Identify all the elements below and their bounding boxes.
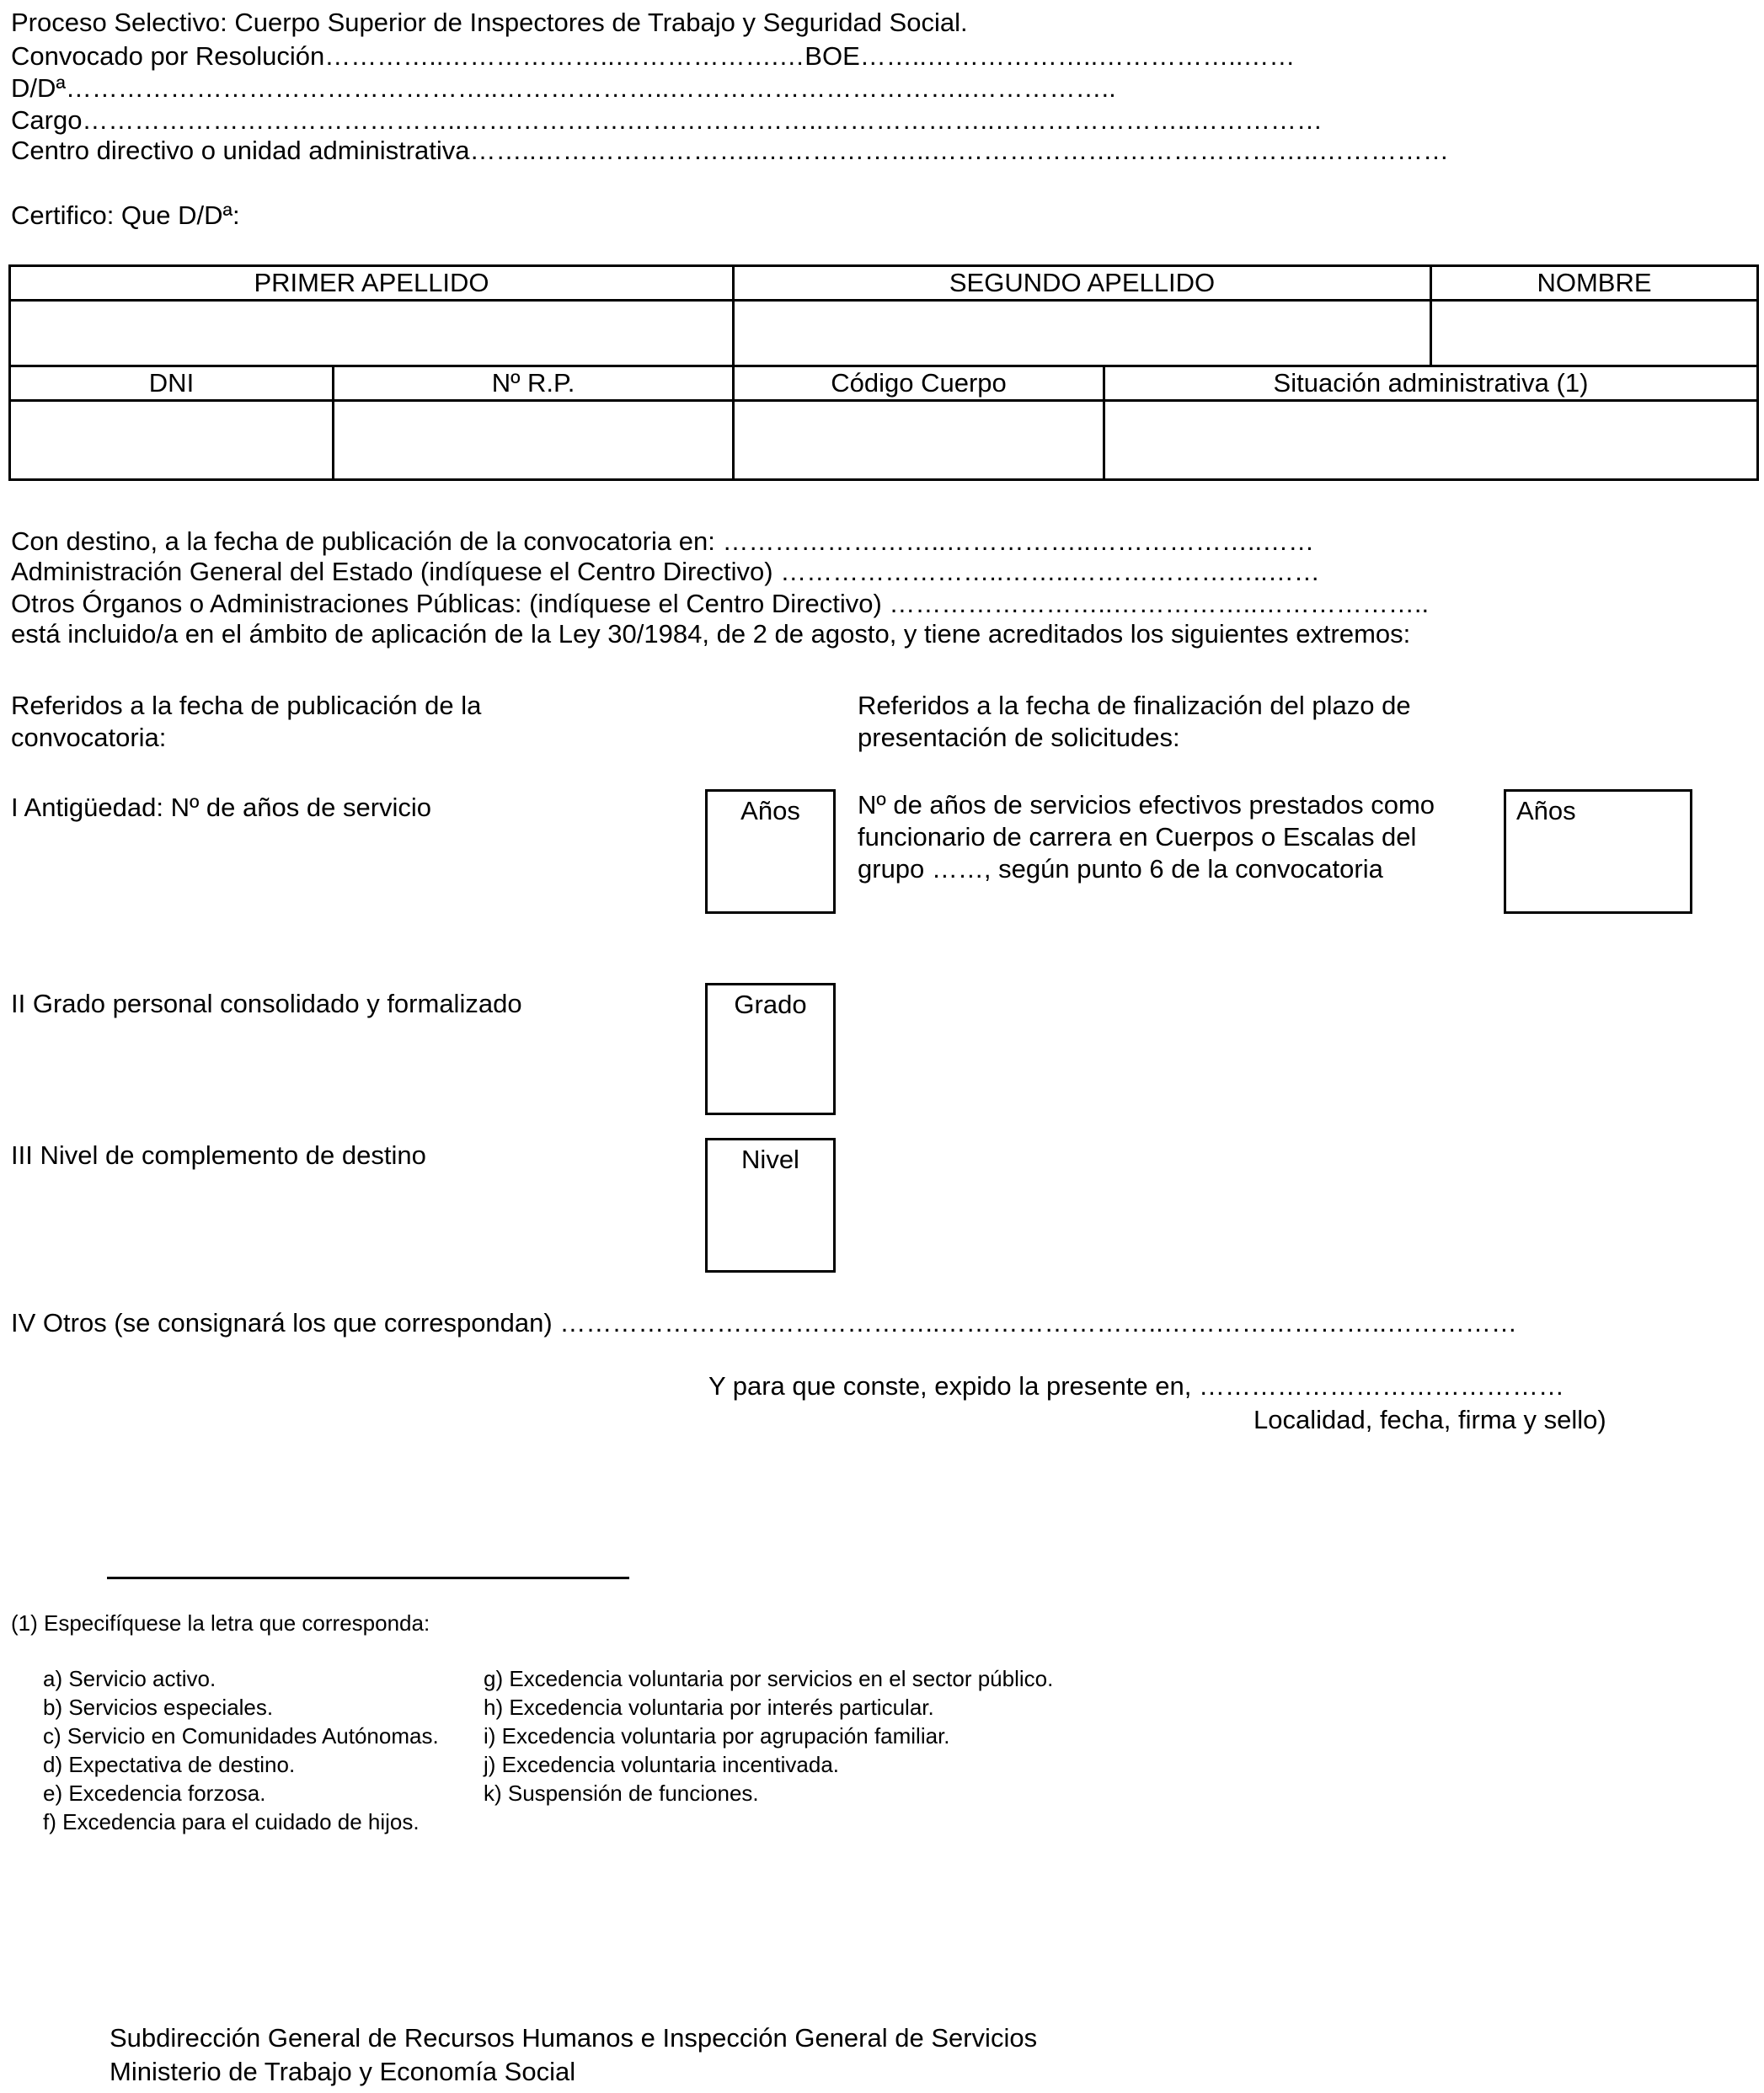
cell-segundo-apellido[interactable] — [734, 300, 1431, 366]
referidos-left-line2: convocatoria: — [11, 723, 167, 752]
footnote-rule — [107, 1577, 629, 1579]
cell-codigo-cuerpo[interactable] — [734, 400, 1104, 479]
legend-item: a) Servicio activo. — [43, 1666, 216, 1691]
servicios-line3: grupo ……, según punto 6 de la convocatoria — [858, 854, 1383, 884]
personal-data-table — [8, 264, 1759, 481]
antiguedad-label: I Antigüedad: Nº de años de servicio — [11, 793, 432, 822]
legend-item: c) Servicio en Comunidades Autónomas. — [43, 1723, 439, 1749]
header-nombre: NOMBRE — [1431, 266, 1758, 301]
referidos-finalizacion — [858, 690, 1411, 754]
legend-item: k) Suspensión de funciones. — [484, 1781, 759, 1806]
footer-ministerio: Ministerio de Trabajo y Economía Social — [110, 2057, 576, 2086]
legend-item: f) Excedencia para el cuidado de hijos. — [43, 1809, 420, 1834]
referidos-publicacion — [11, 690, 481, 754]
otros-organos-line: Otros Órganos o Administraciones Públicas: (indíquese el Centro Directivo) ……………………..……………..……………….. — [11, 589, 1430, 618]
cell-situacion-administrativa[interactable] — [1104, 400, 1758, 479]
servicios-anos-box[interactable]: Años — [1504, 789, 1692, 914]
ambito-line: está incluido/a en el ámbito de aplicación de la Ley 30/1984, de 2 de agosto, y tiene acreditados los siguientes extremos: — [11, 619, 1411, 649]
situacion-legend-right — [484, 1664, 1053, 1807]
servicios-efectivos-text — [858, 789, 1435, 885]
expido-line: Y para que conste, expido la presente en, …………………………………… — [708, 1371, 1564, 1401]
legend-item: g) Excedencia voluntaria por servicios en el sector público. — [484, 1666, 1054, 1691]
firma-line: Localidad, fecha, firma y sello) — [1254, 1405, 1606, 1434]
legend-item: b) Servicios especiales. — [43, 1695, 274, 1720]
otros-line: IV Otros (se consignará los que correspondan) ……………………………………..……………………..……………………..…………… — [11, 1308, 1518, 1337]
servicios-line1: Nº de años de servicios efectivos prestados como — [858, 790, 1435, 820]
centro-directivo-line: Centro directivo o unidad administrativa……..……………………..………………..………………….…………………..…………… — [11, 136, 1450, 165]
grado-label: II Grado personal consolidado y formalizado — [11, 989, 522, 1018]
referidos-left-line1: Referidos a la fecha de publicación de la — [11, 691, 482, 720]
header-segundo-apellido: SEGUNDO APELLIDO — [734, 266, 1431, 301]
nivel-box[interactable]: Nivel — [705, 1138, 836, 1273]
situacion-legend-left — [43, 1664, 439, 1836]
legend-item: e) Excedencia forzosa. — [43, 1781, 266, 1806]
cell-dni[interactable] — [10, 400, 334, 479]
header-situacion-administrativa: Situación administrativa (1) — [1104, 366, 1758, 400]
referidos-right-line2: presentación de solicitudes: — [858, 723, 1180, 752]
cell-primer-apellido[interactable] — [10, 300, 734, 366]
legend-item: i) Excedencia voluntaria por agrupación familiar. — [484, 1723, 950, 1749]
legend-item: d) Expectativa de destino. — [43, 1752, 296, 1777]
referidos-right-line1: Referidos a la fecha de finalización del plazo de — [858, 691, 1411, 720]
header-nrp: Nº R.P. — [334, 366, 734, 400]
cell-nombre[interactable] — [1431, 300, 1758, 366]
nivel-label: III Nivel de complemento de destino — [11, 1140, 426, 1170]
certifico-line: Certifico: Que D/Dª: — [11, 200, 240, 230]
grado-box[interactable]: Grado — [705, 983, 836, 1115]
footer-subdireccion: Subdirección General de Recursos Humanos e Inspección General de Servicios — [110, 2023, 1038, 2053]
legend-item: h) Excedencia voluntaria por interés particular. — [484, 1695, 934, 1720]
cargo-line: Cargo……………………………………..……………….…………………..………………..…………………..…………… — [11, 105, 1323, 135]
dda-line: D/Dª…………………………………………..………………..……………………………..…………….. — [11, 73, 1116, 103]
header-dni: DNI — [10, 366, 334, 400]
header-codigo-cuerpo: Código Cuerpo — [734, 366, 1104, 400]
legend-item: j) Excedencia voluntaria incentivada. — [484, 1752, 840, 1777]
cell-nrp[interactable] — [334, 400, 734, 479]
header-primer-apellido: PRIMER APELLIDO — [10, 266, 734, 301]
antiguedad-anos-box[interactable]: Años — [705, 789, 836, 914]
servicios-line2: funcionario de carrera en Cuerpos o Escalas del — [858, 822, 1417, 852]
age-line: Administración General del Estado (indíquese el Centro Directivo) ……………………..……..…………………..…… — [11, 557, 1320, 586]
proceso-selectivo-line: Proceso Selectivo: Cuerpo Superior de Inspectores de Trabajo y Seguridad Social. — [11, 8, 968, 37]
footnote-title: (1) Especifíquese la letra que corresponda: — [11, 1610, 430, 1636]
convocado-line: Convocado por Resolución…………..………………..……………….…BOE……..………………..……………..…… — [11, 41, 1296, 71]
destino-line: Con destino, a la fecha de publicación de la convocatoria en: ……………………..……………..………………..…… — [11, 526, 1315, 556]
